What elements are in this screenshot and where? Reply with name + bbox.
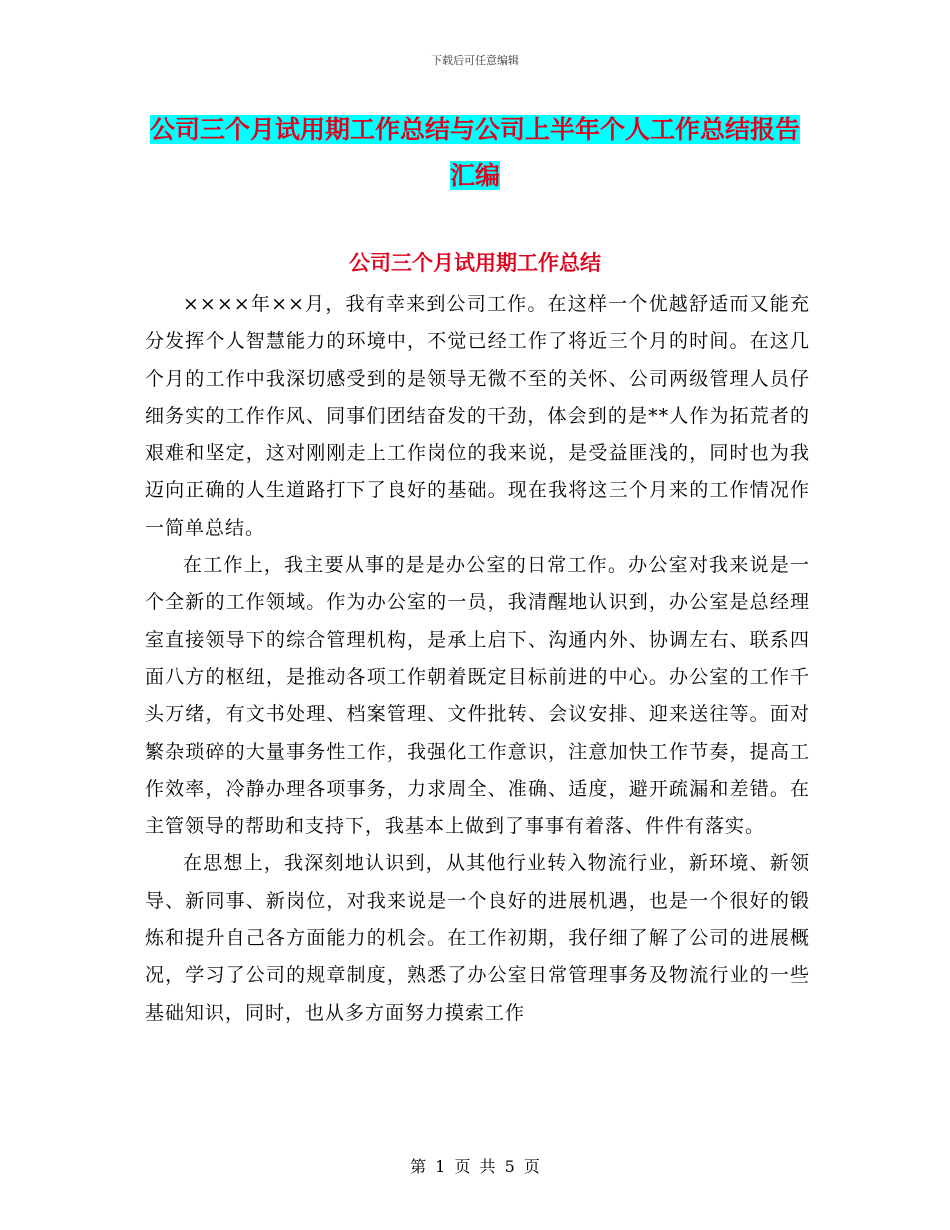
paragraph-3: 在思想上，我深刻地认识到，从其他行业转入物流行业，新环境、新领导、新同事、新岗位，对我来说是一个良好的进展机遇，也是一个很好的锻炼和提升自己各方面能力的机会。在工作初期，我仔细了解了公司的进展概况，学习了公司的规章制度，熟悉了办公室日常管理事务及物流行业的一些基础知识，同时，也从多方面努力摸索工作: [145, 852, 810, 1024]
section-title: 公司三个月试用期工作总结: [349, 251, 601, 275]
document-title: [150, 107, 800, 199]
document-body: [145, 286, 810, 1032]
document-title-text: 公司三个月试用期工作总结与公司上半年个人工作总结报告汇编: [150, 115, 801, 190]
header-note: 下载后可任意编辑: [431, 54, 519, 67]
paragraph-2: 在工作上，我主要从事的是是办公室的日常工作。办公室对我来说是一个全新的工作领域。作为办公室的一员，我清醒地认识到，办公室是总经理室直接领导下的综合管理机构，是承上启下、沟通内外、协调左右、联系四面八方的枢纽，是推动各项工作朝着既定目标前进的中心。办公室的工作千头万绪，有文书处理、档案管理、文件批转、会议安排、迎来送往等。面对繁杂琐碎的大量事务性工作，我强化工作意识，注意加快工作节奏，提高工作效率，冷静办理各项事务，力求周全、准确、适度，避开疏漏和差错。在主管领导的帮助和支持下，我基本上做到了事事有着落、件件有落实。: [145, 554, 810, 838]
paragraph-1: ××××年××月，我有幸来到公司工作。在这样一个优越舒适而又能充分发挥个人智慧能力的环境中，不觉已经工作了将近三个月的时间。在这几个月的工作中我深切感受到的是领导无微不至的关怀、公司两级管理人员仔细务实的工作作风、同事们团结奋发的干劲，体会到的是**人作为拓荒者的艰难和坚定，这对刚刚走上工作岗位的我来说，是受益匪浅的，同时也为我迈向正确的人生道路打下了良好的基础。现在我将这三个月来的工作情况作一简单总结。: [145, 293, 810, 539]
page-footer: 第 1 页 共 5 页: [410, 1157, 540, 1176]
